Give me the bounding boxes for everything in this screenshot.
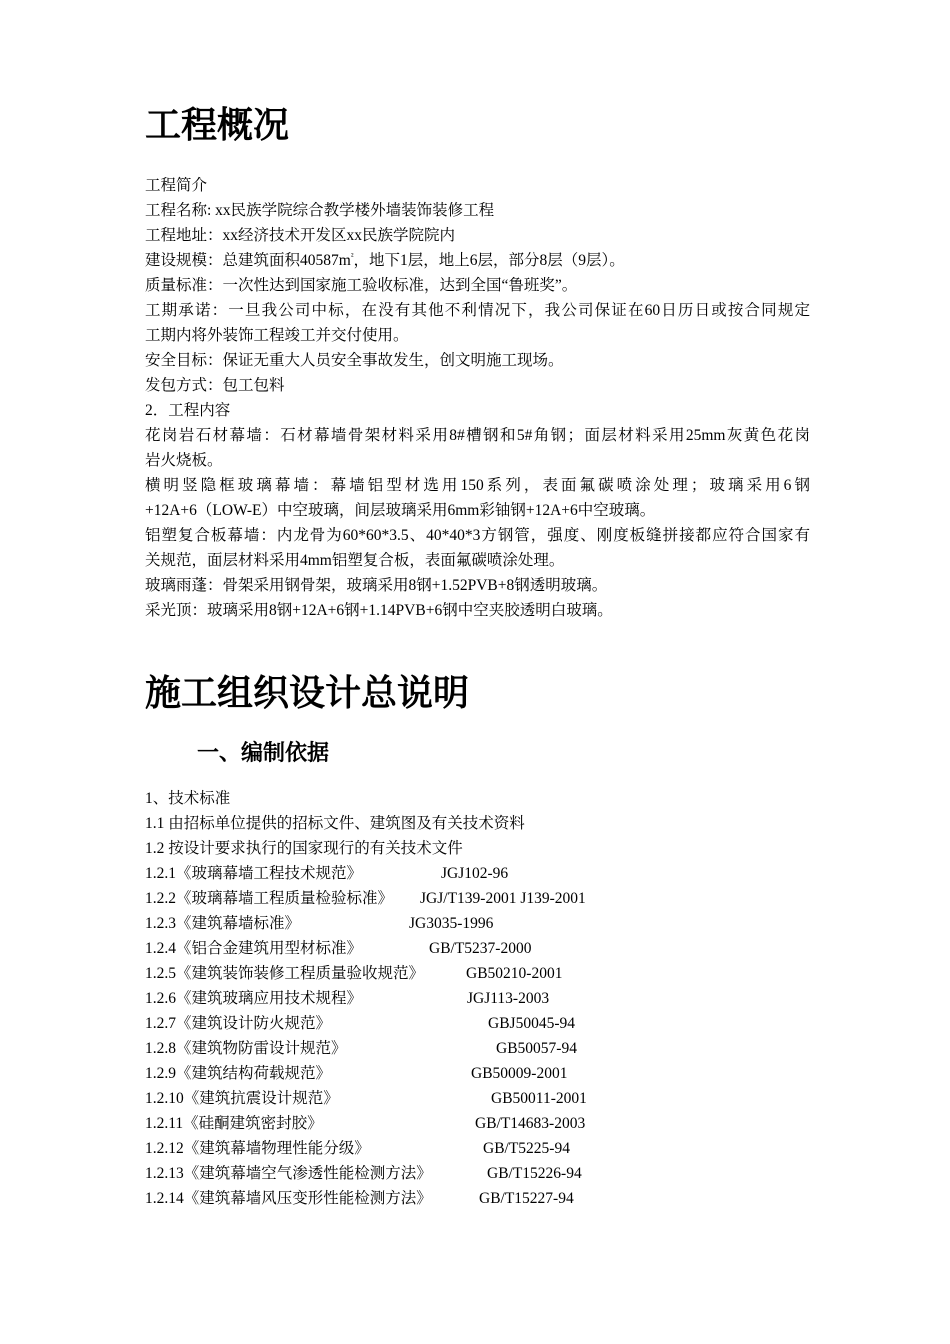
paragraph-line: 采光顶：玻璃采用8钢+12A+6钢+1.14PVB+6钢中空夹胶透明白玻璃。: [145, 602, 613, 619]
standard-name: 1.2.8《建筑物防雷设计规范》: [145, 1040, 347, 1057]
standard-code: JGJ102-96: [441, 865, 509, 882]
standard-code: GB50210-2001: [466, 965, 563, 982]
paragraph-line: 1、技术标准: [145, 790, 231, 807]
standard-code: GB50009-2001: [471, 1065, 568, 1082]
paragraph-line: 玻璃雨蓬：骨架采用钢骨架，玻璃采用8钢+1.52PVB+8钢透明玻璃。: [145, 577, 608, 594]
standard-name: 1.2.13《建筑幕墙空气渗透性能检测方法》: [145, 1165, 432, 1182]
standard-name: 1.2.6《建筑玻璃应用技术规程》: [145, 990, 363, 1007]
standard-code: GB/T15226-94: [487, 1165, 582, 1182]
text-run: 建设规模：总建筑面积40587m: [145, 252, 351, 269]
text-run: ，地下1层，地上6层，部分8层（9层）。: [353, 252, 625, 269]
standard-name: 1.2.2《玻璃幕墙工程质量检验标准》: [145, 890, 394, 907]
paragraph-line: 工程名称: xx民族学院综合教学楼外墙装饰装修工程: [145, 202, 495, 219]
paragraph-line: 岩火烧板。: [145, 452, 223, 469]
standard-code: GB/T5237-2000: [429, 940, 532, 957]
paragraph-line: 铝塑复合板幕墙：内龙骨为60*60*3.5、40*40*3方钢管，强度、刚度板缝拼接都应符合国家有: [145, 527, 810, 544]
standard-name: 1.2.7《建筑设计防火规范》: [145, 1015, 332, 1032]
paragraph-line: 1.1 由招标单位提供的招标文件、建筑图及有关技术资料: [145, 815, 525, 832]
standard-code: GB50057-94: [496, 1040, 577, 1057]
paragraph-line: 安全目标：保证无重大人员安全事故发生，创文明施工现场。: [145, 352, 564, 369]
paragraph-line: 1.2 按设计要求执行的国家现行的有关技术文件: [145, 840, 463, 857]
standard-code: GB/T5225-94: [483, 1140, 570, 1157]
standard-name: 1.2.10《建筑抗震设计规范》: [145, 1090, 339, 1107]
standard-name: 1.2.11《硅酮建筑密封胶》: [145, 1115, 323, 1132]
paragraph-line: +12A+6（LOW-E）中空玻璃，间层玻璃采用6mm彩铀钢+12A+6中空玻璃。: [145, 502, 656, 519]
paragraph-line: 发包方式：包工包料: [145, 377, 285, 394]
standard-name: 1.2.5《建筑装饰装修工程质量验收规范》: [145, 965, 425, 982]
paragraph-line-scale: [145, 248, 810, 273]
paragraph-line: 关规范，面层材料采用4mm铝塑复合板，表面氟碳喷涂处理。: [145, 552, 565, 569]
standard-name: 1.2.1《玻璃幕墙工程技术规范》: [145, 865, 363, 882]
section-title-construction-design: 施工组织设计总说明: [145, 673, 470, 714]
standard-code: GB/T15227-94: [479, 1190, 574, 1207]
standard-name: 1.2.3《建筑幕墙标准》: [145, 915, 301, 932]
standard-code: JG3035-1996: [409, 915, 494, 932]
paragraph-line: 工程地址：xx经济技术开发区xx民族学院院内: [145, 227, 456, 244]
superscript: ²: [350, 250, 354, 261]
paragraph-line: 工期内将外装饰工程竣工并交付使用。: [145, 327, 409, 344]
paragraph-line: 横明竖隐框玻璃幕墙：幕墙铝型材选用150系列，表面氟碳喷涂处理；玻璃采用6钢: [145, 477, 810, 494]
standard-name: 1.2.14《建筑幕墙风压变形性能检测方法》: [145, 1190, 432, 1207]
standard-code: JGJ/T139-2001 J139-2001: [420, 890, 586, 907]
section-title-project-overview: 工程概况: [145, 105, 290, 146]
paragraph-line: 工期承诺：一旦我公司中标，在没有其他不利情况下，我公司保证在60日历日或按合同规定: [145, 302, 810, 319]
paragraph-line: 花岗岩石材幕墙：石材幕墙骨架材料采用8#槽钢和5#角钢；面层材料采用25mm灰黄色花岗: [145, 427, 810, 444]
standard-name: 1.2.4《铝合金建筑用型材标准》: [145, 940, 363, 957]
standard-code: JGJ113-2003: [467, 990, 550, 1007]
paragraph-line: 2．工程内容: [145, 402, 231, 419]
standard-name: 1.2.12《建筑幕墙物理性能分级》: [145, 1140, 370, 1157]
standard-code: GB50011-2001: [491, 1090, 587, 1107]
paragraph-line: 工程简介: [145, 177, 208, 194]
standard-code: GBJ50045-94: [488, 1015, 575, 1032]
paragraph-line: 质量标准：一次性达到国家施工验收标准，达到全国“鲁班奖”。: [145, 277, 578, 294]
standard-code: GB/T14683-2003: [475, 1115, 586, 1132]
subsection-title-basis: 一、编制依据: [197, 741, 330, 766]
standard-name: 1.2.9《建筑结构荷载规范》: [145, 1065, 332, 1082]
